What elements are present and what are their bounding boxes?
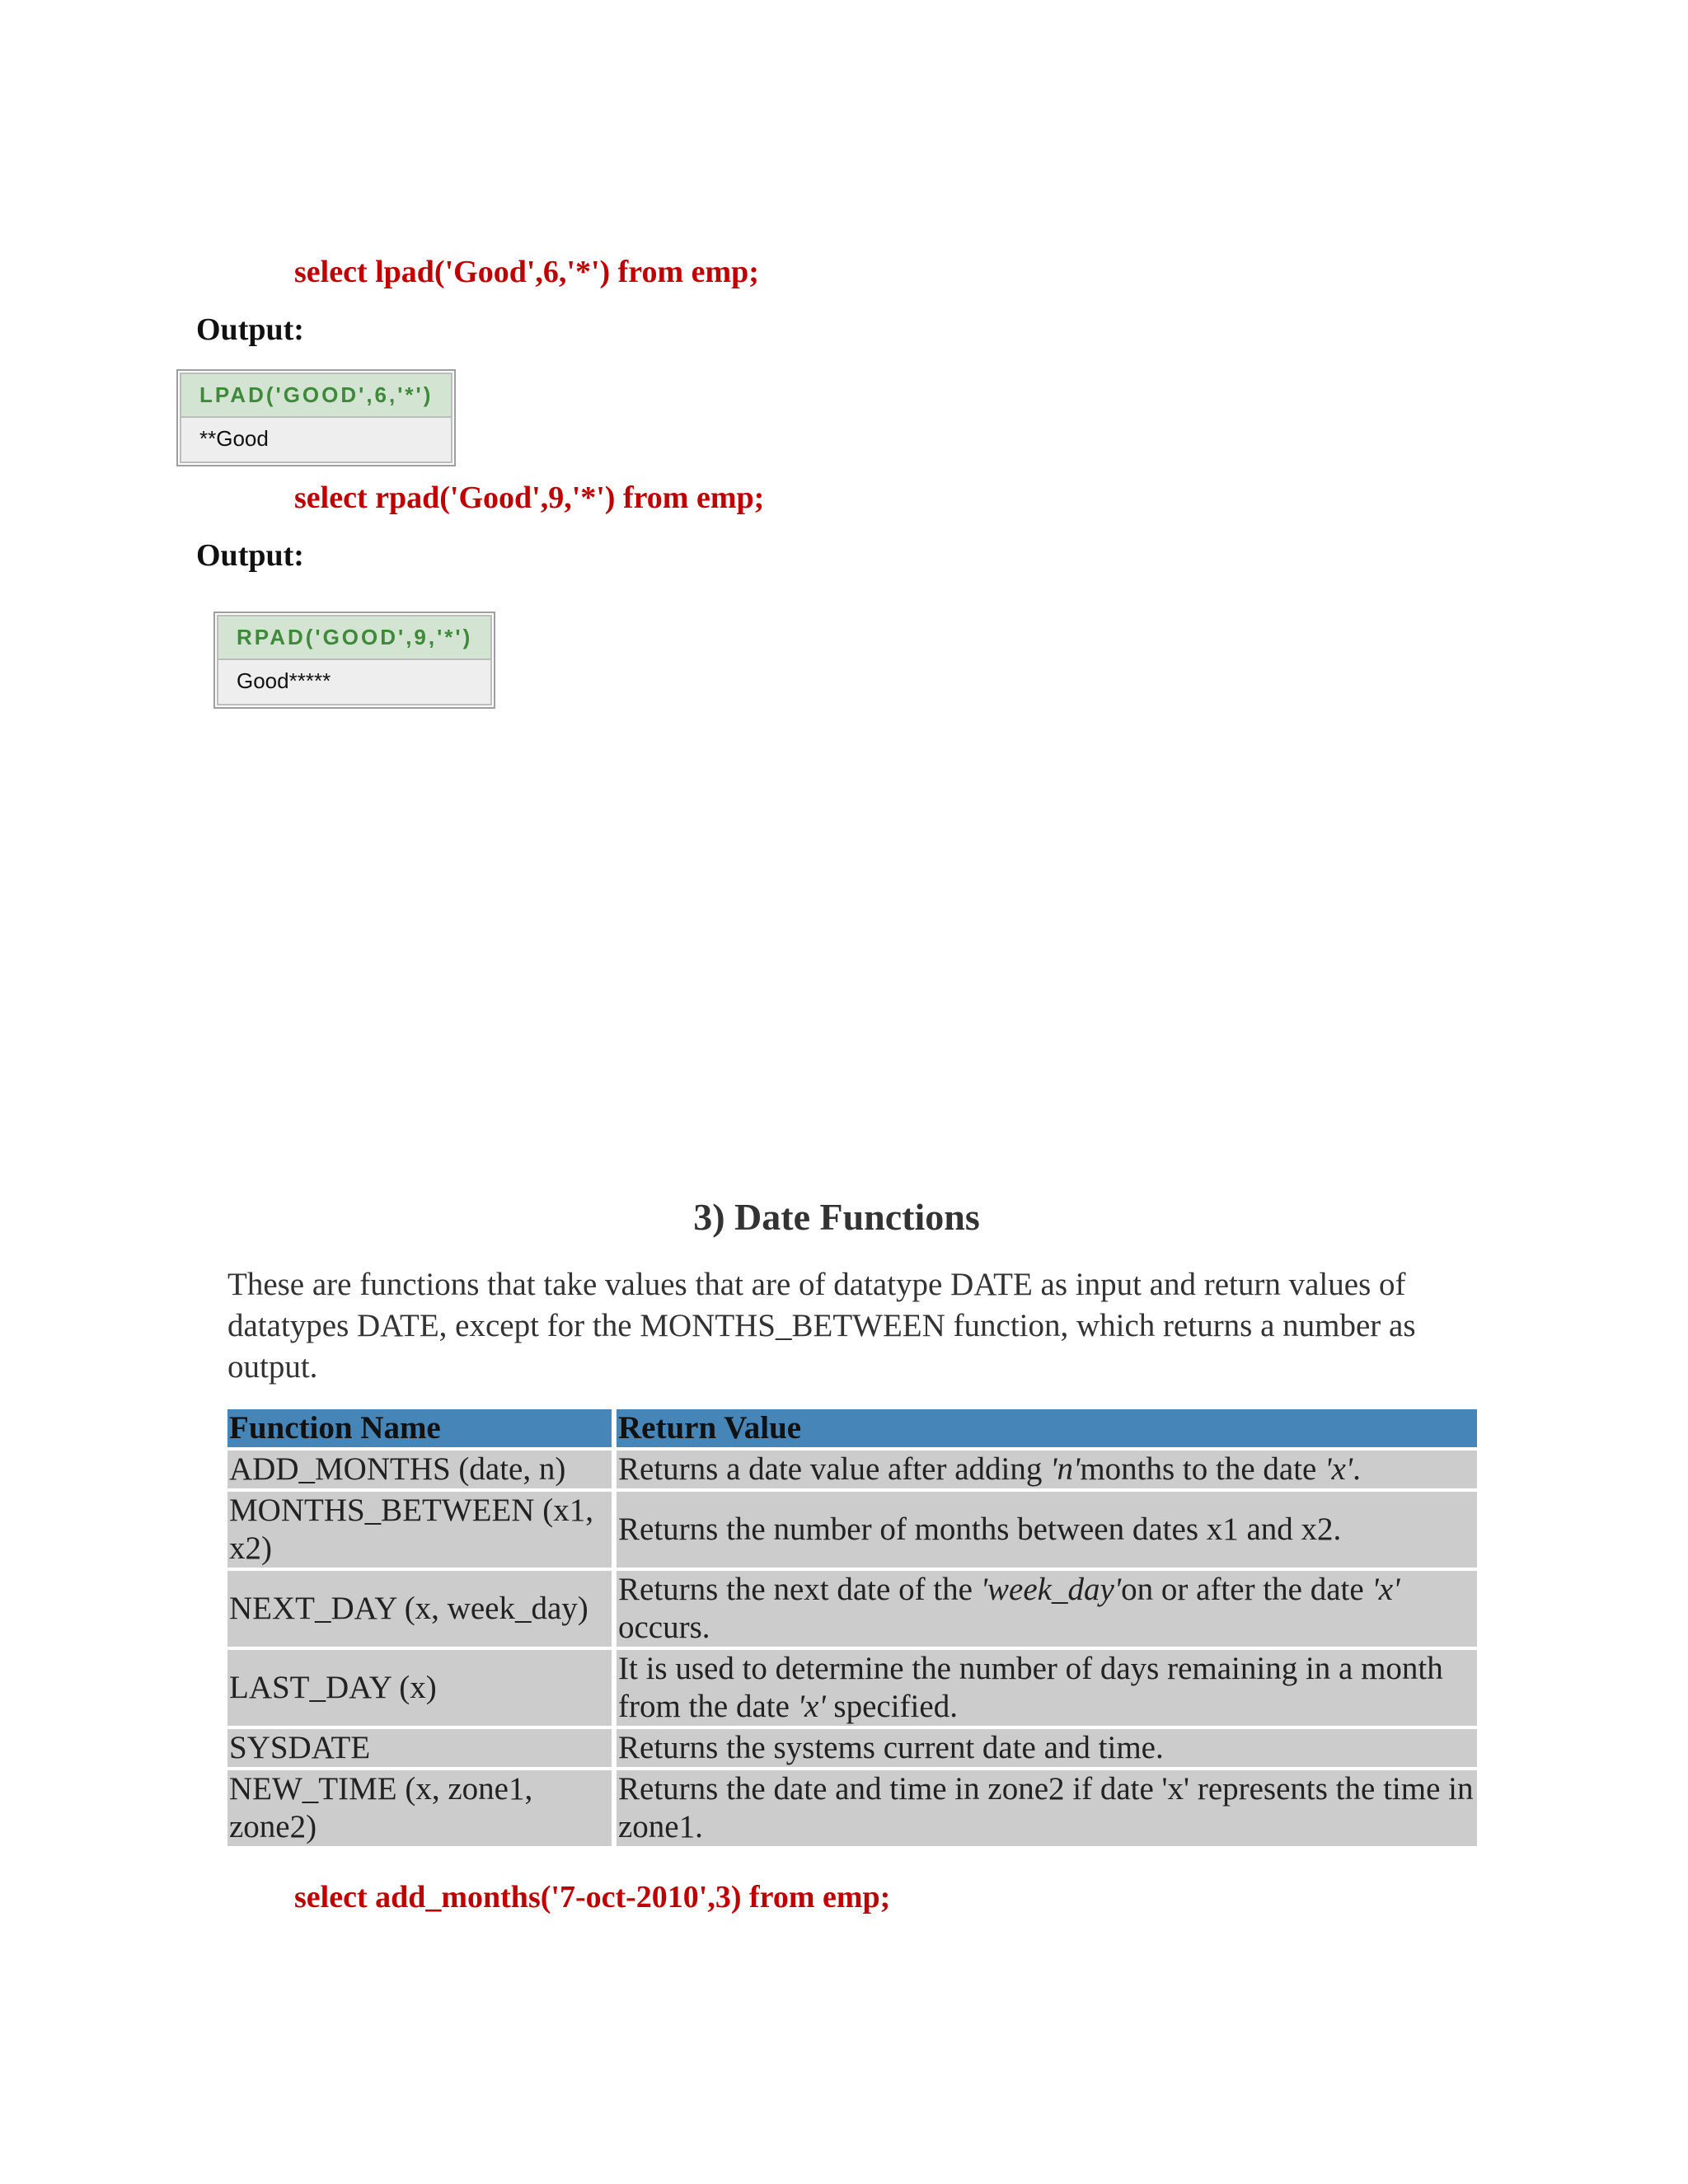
- return-value-text: Returns a date value after adding: [618, 1451, 1051, 1487]
- return-value-cell: [617, 1571, 1477, 1647]
- return-value-text: occurs.: [618, 1610, 710, 1645]
- date-functions-table: [227, 1406, 1477, 1849]
- rpad-result-table: [213, 612, 495, 709]
- return-value-cell: [617, 1492, 1477, 1568]
- result-header: LPAD('GOOD',6,'*'): [180, 373, 452, 418]
- result-cell: **Good: [180, 418, 452, 463]
- result-cell: Good*****: [217, 660, 492, 705]
- section-title: 3) Date Functions: [693, 1196, 980, 1238]
- sql-query-add-months: select add_months('7-oct-2010',3) from emp;: [294, 1880, 891, 1915]
- return-value-text: Returns the date and time in zone2 if date 'x' represents the time in zone1.: [618, 1771, 1474, 1844]
- function-name-cell: NEXT_DAY (x, week_day): [227, 1571, 612, 1647]
- return-value-text: Returns the number of months between dates x1 and x2.: [618, 1511, 1342, 1547]
- quoted-argument: 'x': [797, 1689, 826, 1724]
- table-row: [227, 1492, 1477, 1568]
- return-value-text: specified.: [825, 1689, 958, 1724]
- output-label: Output:: [196, 312, 304, 347]
- table-row: [227, 1650, 1477, 1726]
- return-value-text: It is used to determine the number of days remaining in a month from the date: [618, 1651, 1443, 1724]
- function-name-cell: LAST_DAY (x): [227, 1650, 612, 1726]
- return-value-text: on or after the date: [1121, 1572, 1372, 1607]
- return-value-text: .: [1353, 1451, 1361, 1487]
- lpad-result-table: [176, 369, 456, 466]
- function-name-cell: ADD_MONTHS (date, n): [227, 1451, 612, 1488]
- sql-query-rpad: select rpad('Good',9,'*') from emp;: [294, 480, 765, 515]
- quoted-argument: 'x': [1372, 1572, 1400, 1607]
- table-row: [227, 1451, 1477, 1488]
- function-name-cell: MONTHS_BETWEEN (x1, x2): [227, 1492, 612, 1568]
- table-header-row: [227, 1409, 1477, 1447]
- return-value-cell: [617, 1729, 1477, 1767]
- quoted-argument: 'week_day': [980, 1572, 1122, 1607]
- return-value-cell: [617, 1451, 1477, 1488]
- return-value-cell: [617, 1770, 1477, 1846]
- intro-paragraph: These are functions that take values that are of datatype DATE as input and return values of datatypes DATE, except for the MONTHS_BETWEEN function, which returns a number as output.: [227, 1267, 1416, 1385]
- result-header: RPAD('GOOD',9,'*'): [217, 615, 492, 660]
- column-header-function-name: Function Name: [227, 1409, 612, 1447]
- output-label: Output:: [196, 538, 304, 573]
- return-value-text: Returns the next date of the: [618, 1572, 981, 1607]
- table-row: [227, 1770, 1477, 1846]
- return-value-cell: [617, 1650, 1477, 1726]
- sql-query-lpad: select lpad('Good',6,'*') from emp;: [294, 255, 759, 289]
- quoted-argument: 'n': [1050, 1451, 1081, 1487]
- table-row: [227, 1571, 1477, 1647]
- function-name-cell: SYSDATE: [227, 1729, 612, 1767]
- quoted-argument: 'x': [1325, 1451, 1353, 1487]
- table-row: [227, 1729, 1477, 1767]
- function-name-cell: NEW_TIME (x, zone1, zone2): [227, 1770, 612, 1846]
- return-value-text: Returns the systems current date and time.: [618, 1730, 1164, 1765]
- column-header-return-value: Return Value: [617, 1409, 1477, 1447]
- return-value-text: months to the date: [1080, 1451, 1325, 1487]
